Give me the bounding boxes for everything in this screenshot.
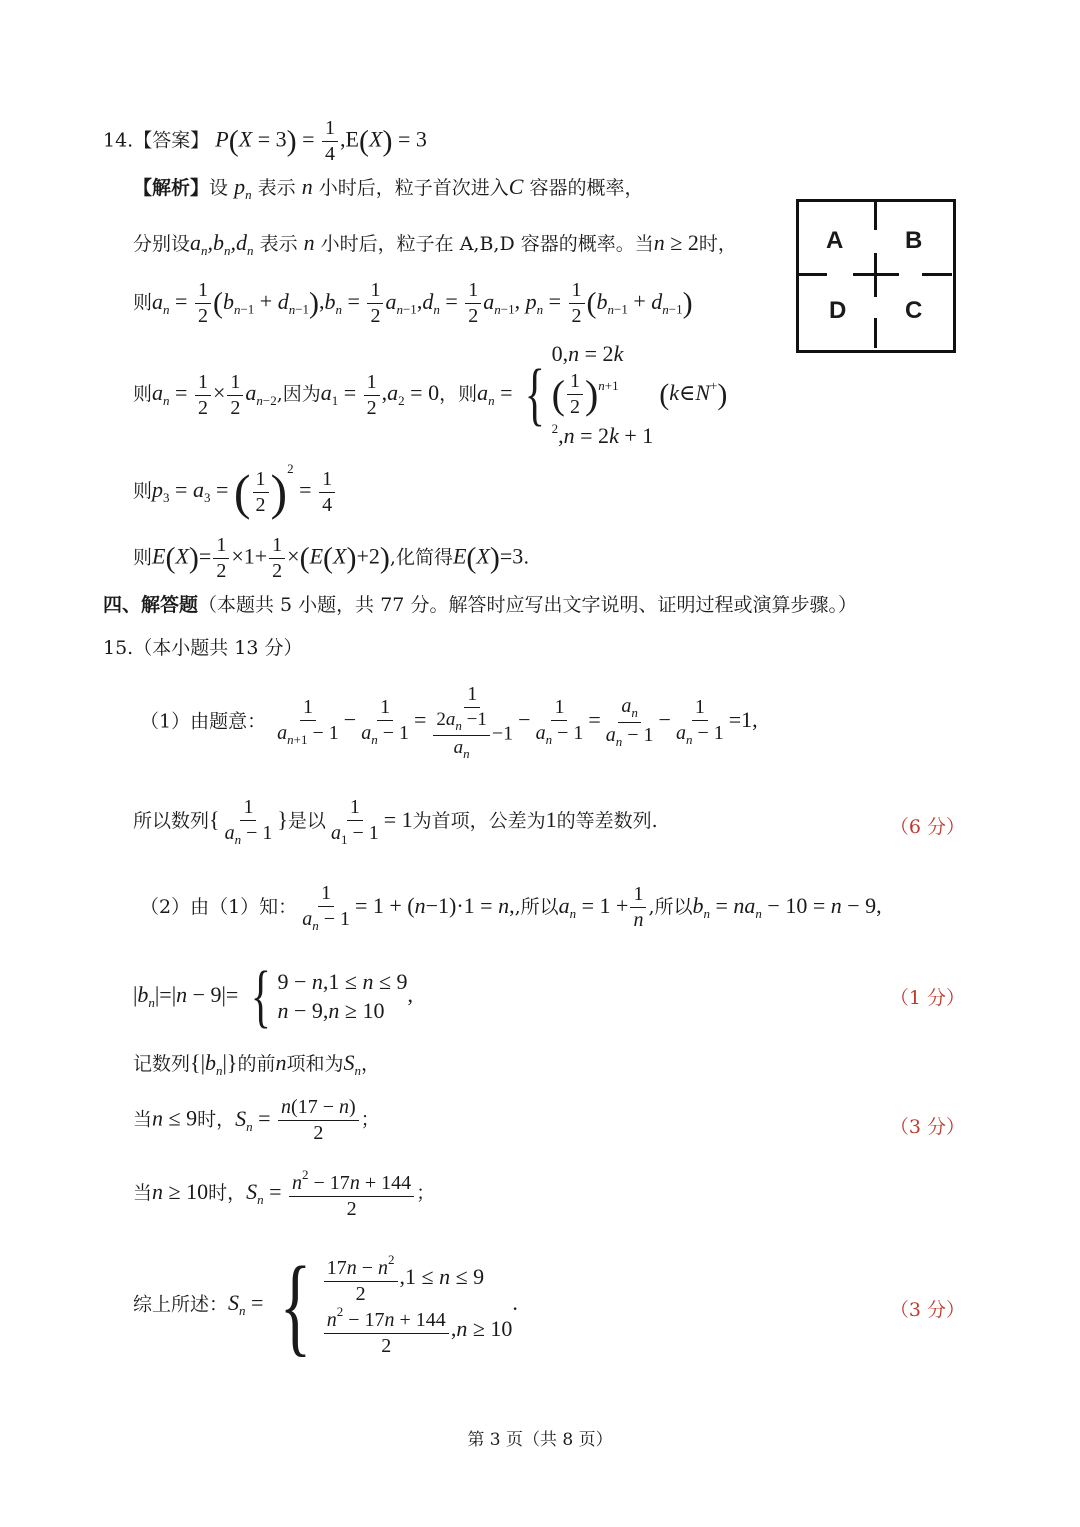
text: 当 <box>133 1182 153 1204</box>
q15-summary: 综上所述：$S_n$ = { $\frac{17n - n^2}{2}$ ,1 ≤ n ≤ 9 $\frac{n^2 - 17n + 144}{2}$ ,n ≥ 10 . <box>133 1244 518 1366</box>
text: 则 <box>133 480 153 502</box>
q15-case2: 当n ≥ 10时，$S_n$ = $\frac{n^2 - 17n + 144}{2}$ ； <box>133 1167 436 1220</box>
text: （2）由（1）知： <box>140 895 298 918</box>
text: ，则 <box>439 383 478 406</box>
k-in-N: k∈N <box>669 380 711 406</box>
q14-expectation: 则E(X)= $\frac{1}{2}$ ×1+ $\frac{1}{2}$ ×(E(X)+2),化简得E(X)=3. <box>133 534 530 582</box>
text: 时， <box>197 1108 236 1131</box>
section4-heading <box>103 596 857 615</box>
q14-answer-line: 14.【答案】 P(X = 3) = $\frac{1}{4}$ ,E(X) = 3 <box>103 117 427 165</box>
q15-p1-conclusion: 所以数列{ $\frac{1}{a_n - 1}$ }是以 $\frac{1}{a_1 - 1}$ = 1为首项，公差为1的等差数列. <box>133 796 658 847</box>
text: 则 <box>133 291 153 314</box>
text: 分别设 <box>133 233 191 255</box>
divider <box>874 200 877 230</box>
text: 时， <box>208 1182 247 1204</box>
text: 则 <box>133 383 153 406</box>
answer-tag: 【答案】 <box>133 129 210 152</box>
divider <box>797 273 827 276</box>
text: 小时后，粒子首次进入 <box>318 177 509 199</box>
q14-number: 14. <box>103 129 134 152</box>
q15-sum-def: 记数列$\{|b_n|\}$的前n项和为$S_n$， <box>133 1050 380 1078</box>
text: ,所以 <box>648 895 693 918</box>
divider <box>874 318 877 348</box>
q14-analysis-line2: 分别设$a_n,b_n,d_n$ 表示 n 小时后，粒子在 A,B,D 容器的概率。当n ≥ 2时， <box>133 230 737 258</box>
text: 时， <box>698 233 737 255</box>
q14-an-piecewise: 则$a_n$ = $\frac{1}{2}$ × $\frac{1}{2}$ $a_{n-2}$,因为$a_1$ = $\frac{1}{2}$ $,a_2 = 0$，则$a_n$ = { 0,n = 2k ( $\frac{1}{2}$ )$^{n+1 2}$,n = 2k + 1 (k∈N+) <box>133 341 728 448</box>
cross <box>853 273 899 276</box>
q14-p3: 则$p_3 = a_3$ = ( $\frac{1}{2}$ )$^2$ = $\frac{1}{4}$ <box>133 462 337 517</box>
q14-recurrence: 则$a_n$ = $\frac{1}{2}$ $(b_{n-1} + d_{n-1}),b_n$ = $\frac{1}{2}$ $a_{n-1},d_n$ = $\frac{1}{2}$ $a_{n-1}$, $p_n$ = $\frac{1}{2}$ $(b_{n-1} + d_{n-1})$ <box>133 279 693 327</box>
label-D: D <box>829 297 847 324</box>
text: 当 <box>133 1108 153 1131</box>
score-badge: （3 分） <box>889 1116 965 1138</box>
text: 是以 <box>287 809 326 832</box>
text: 所以数列 <box>133 809 210 832</box>
q15-header: 15.（本小题共 13 分） <box>103 637 303 659</box>
text: 为首项，公差为 <box>412 809 546 832</box>
divider <box>922 273 952 276</box>
section-desc: （本题共 5 小题，共 77 分。解答时应写出文字说明、证明过程或演算步骤。） <box>198 594 857 616</box>
score-badge: （6 分） <box>889 816 965 838</box>
label-A: A <box>826 227 844 254</box>
text: ,所以 <box>514 895 559 918</box>
text: 则 <box>133 546 153 569</box>
analysis-tag: 【解析】 <box>133 177 210 199</box>
text: 的前 <box>237 1053 276 1075</box>
q15-p1-derivation: （1）由题意： $\frac{1}{a_{n+1} - 1}$ − $\frac{1}{a_n - 1}$ = 1 $\frac{2a_n -1}{a_n}$ −1 − $\frac{1}{a_n - 1}$ = $\frac{a_n}{a_n - 1}$ − $\frac{1}{a_n - 1}$ =1, <box>140 683 758 761</box>
text: 记数列 <box>133 1053 191 1075</box>
text: 设 <box>209 177 229 199</box>
q15-case1: 当n ≤ 9时，$S_n$ = $\frac{n(17 - n)}{2}$ ； <box>133 1096 380 1144</box>
text: 的等差数列. <box>556 809 658 832</box>
text: ； <box>416 1182 436 1204</box>
section-title: 四、解答题 <box>103 594 199 616</box>
q15-abs-bn: $|b_n|=|n - 9|=$ { 9 − n,1 ≤ n ≤ 9 n − 9,n ≥ 10 , <box>133 958 414 1035</box>
page-footer: 第 3 页（共 8 页） <box>467 1430 613 1450</box>
label-B: B <box>905 227 923 254</box>
q14-analysis-line1: 【解析】设 $p_n$ 表示 n 小时后，粒子首次进入C 容器的概率， <box>133 174 644 202</box>
score-badge: （1 分） <box>889 987 965 1009</box>
text: 小时后，粒子在 A,B,D 容器的概率。当 <box>320 233 654 255</box>
text: 表示 <box>257 177 296 199</box>
label-C: C <box>905 297 923 324</box>
text: 综上所述： <box>133 1293 229 1316</box>
text: ； <box>360 1108 380 1131</box>
text: . <box>523 546 530 569</box>
text: ,因为 <box>276 383 321 406</box>
text: ， <box>360 1053 380 1075</box>
score-badge: （3 分） <box>889 1299 965 1321</box>
text: 表示 <box>259 233 298 255</box>
text: 容器的概率， <box>529 177 644 199</box>
q15-p2-derivation: （2）由（1）知： $\frac{1}{a_n - 1}$ = 1 + (n−1)·1 = n,,所以$a_n = 1$ + $\frac{1}{n}$ ,所以$b_n = na_n - 10 = n - 9$, <box>140 882 882 933</box>
text: （1）由题意： <box>140 710 267 733</box>
text: ,化简得 <box>389 546 453 569</box>
text: 项和为 <box>286 1053 344 1075</box>
